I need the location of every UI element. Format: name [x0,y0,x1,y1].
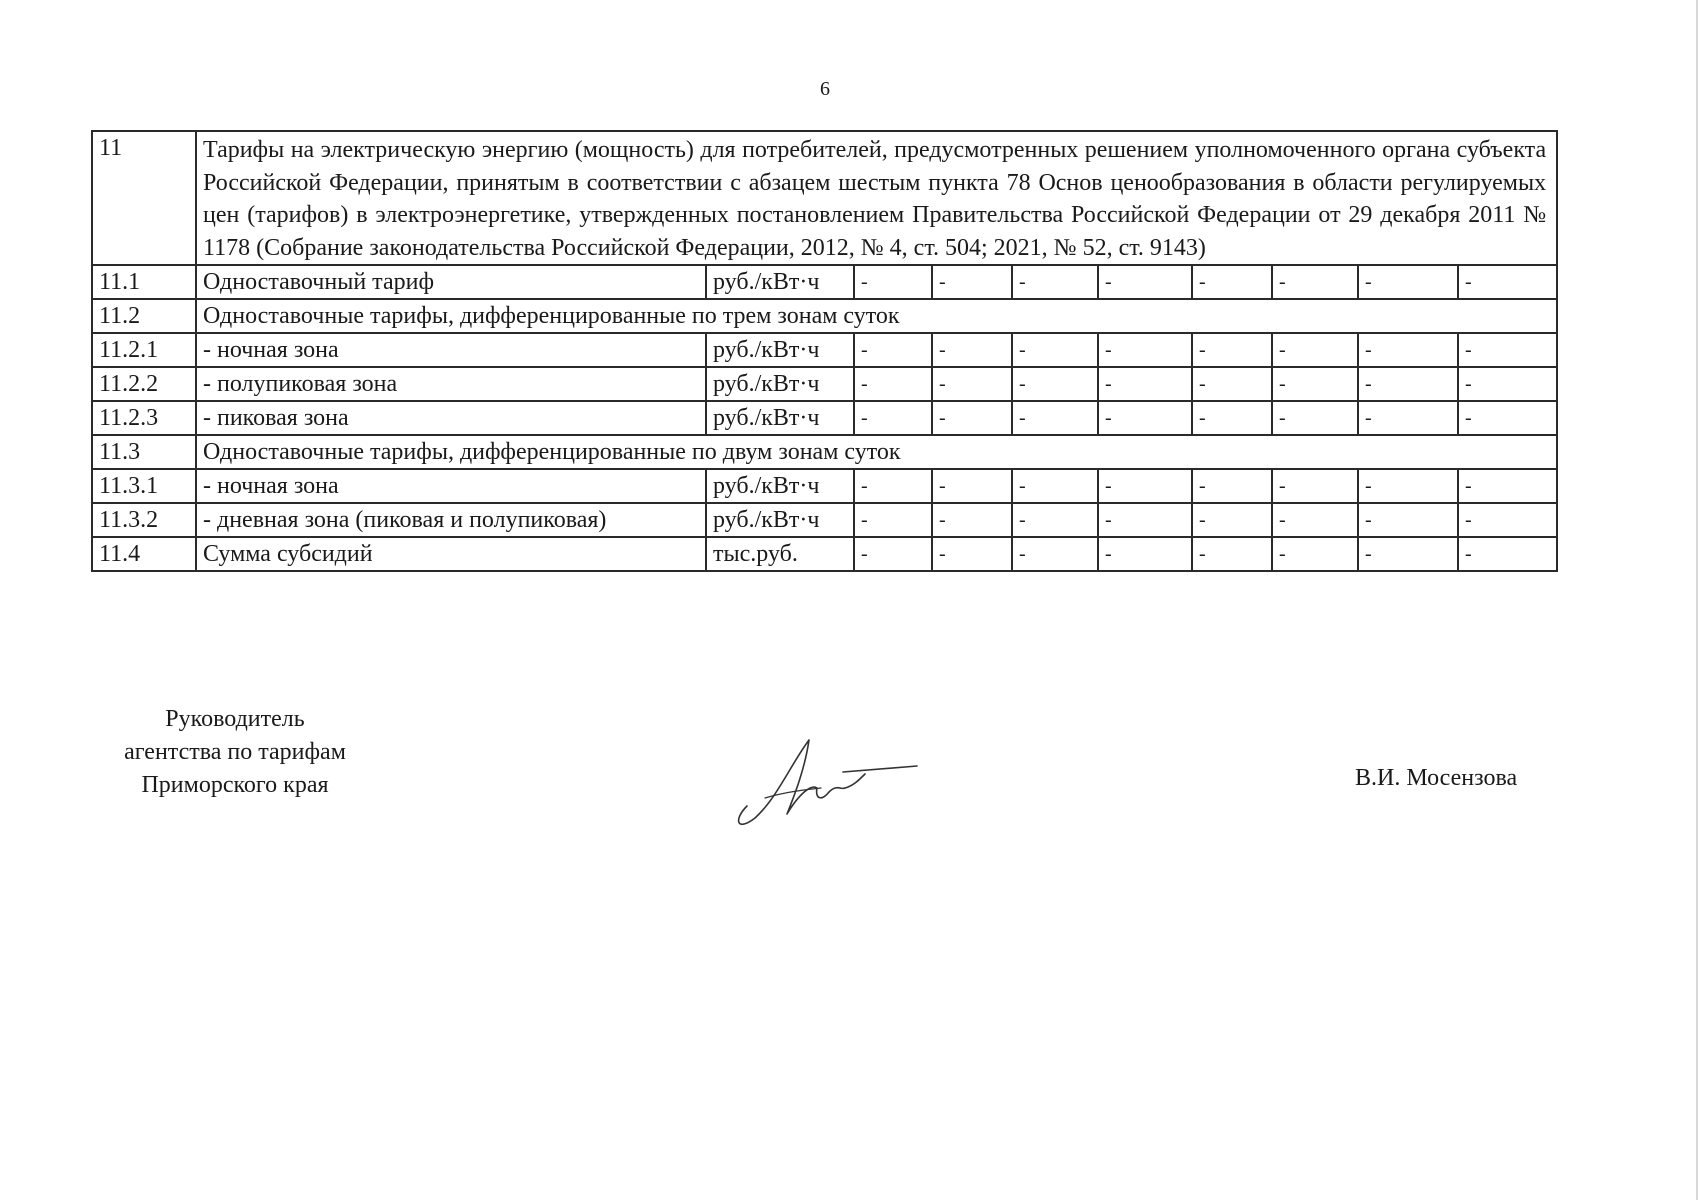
value-cell: - [1012,367,1098,401]
table-row [92,401,1557,435]
value-cell: - [1272,265,1358,299]
value-cell: - [932,503,1012,537]
value-cell: - [1098,333,1192,367]
value-cell: - [1192,367,1272,401]
row-code: 11.3.2 [92,503,196,537]
value-cell: - [1098,367,1192,401]
row-unit: руб./кВт·ч [706,333,854,367]
position-line: Руководитель [165,706,305,732]
handwritten-signature [725,728,925,838]
value-cell: - [1272,503,1358,537]
row-unit: руб./кВт·ч [706,367,854,401]
value-cell: - [854,367,932,401]
row-code: 11.2.2 [92,367,196,401]
value-cell: - [1272,469,1358,503]
value-cell: - [854,537,932,571]
row-code: 11.2 [92,299,196,333]
row-name: Одноставочные тарифы, дифференцированные по трем зонам суток [196,299,1557,333]
value-cell: - [1358,265,1458,299]
value-cell: - [1012,333,1098,367]
row-name: - ночная зона [196,469,706,503]
value-cell: - [1272,401,1358,435]
table-row [92,435,1557,469]
table-row [92,333,1557,367]
value-cell: - [1358,469,1458,503]
table-row [92,469,1557,503]
value-cell: - [1098,401,1192,435]
value-cell: - [1098,537,1192,571]
value-cell: - [1012,503,1098,537]
value-cell: - [1272,367,1358,401]
value-cell: - [932,265,1012,299]
value-cell: - [854,265,932,299]
value-cell: - [1192,469,1272,503]
value-cell: - [932,333,1012,367]
row-code: 11 [92,131,196,265]
value-cell: - [1458,265,1557,299]
row-code: 11.3 [92,435,196,469]
signature-position [95,703,375,802]
value-cell: - [854,401,932,435]
value-cell: - [1458,503,1557,537]
row-unit: руб./кВт·ч [706,401,854,435]
row-name: - полупиковая зона [196,367,706,401]
value-cell: - [1272,537,1358,571]
value-cell: - [1098,503,1192,537]
table-row [92,537,1557,571]
row-name: - ночная зона [196,333,706,367]
value-cell: - [1358,503,1458,537]
value-cell: - [1458,367,1557,401]
value-cell: - [932,367,1012,401]
value-cell: - [1192,537,1272,571]
row-code: 11.2.3 [92,401,196,435]
row-unit: руб./кВт·ч [706,265,854,299]
row-name: Одноставочные тарифы, дифференцированные по двум зонам суток [196,435,1557,469]
row-code: 11.3.1 [92,469,196,503]
row-name: - пиковая зона [196,401,706,435]
row-name: Одноставочный тариф [196,265,706,299]
table-header-row [92,131,1557,265]
table-row [92,299,1557,333]
value-cell: - [1192,265,1272,299]
value-cell: - [1192,503,1272,537]
value-cell: - [1458,537,1557,571]
signer-name: В.И. Мосензова [1355,765,1518,791]
value-cell: - [932,469,1012,503]
value-cell: - [1458,333,1557,367]
value-cell: - [1358,333,1458,367]
value-cell: - [1012,265,1098,299]
value-cell: - [1358,367,1458,401]
row-name: Сумма субсидий [196,537,706,571]
value-cell: - [1012,537,1098,571]
value-cell: - [1458,401,1557,435]
row-unit: тыс.руб. [706,537,854,571]
row-code: 11.2.1 [92,333,196,367]
value-cell: - [1192,333,1272,367]
table-row [92,503,1557,537]
value-cell: - [1358,401,1458,435]
value-cell: - [1098,469,1192,503]
value-cell: - [1012,469,1098,503]
value-cell: - [1358,537,1458,571]
position-line: агентства по тарифам [124,739,346,765]
value-cell: - [1458,469,1557,503]
value-cell: - [1098,265,1192,299]
value-cell: - [1272,333,1358,367]
page-number: 6 [820,78,830,100]
row-unit: руб./кВт·ч [706,503,854,537]
row-code: 11.1 [92,265,196,299]
value-cell: - [1012,401,1098,435]
tariff-table [91,130,1558,572]
row-description: Тарифы на электрическую энергию (мощность) для потребителей, предусмотренных решением уполномоченного органа субъекта Российской Федерации, принятым в соответствии с абзацем шестым пункта 78 Основ ценообразования в области регулируемых цен (тарифов) в электроэнергетике, утвержденных постановлением Правительства Российской Федерации от 29 декабря 2011 № 1178 (Собрание законодательства Российской Федерации, 2012, № 4, ст. 504; 2021, № 52, ст. 9143) [196,131,1557,265]
row-unit: руб./кВт·ч [706,469,854,503]
row-code: 11.4 [92,537,196,571]
row-name: - дневная зона (пиковая и полупиковая) [196,503,706,537]
table-row [92,367,1557,401]
value-cell: - [1192,401,1272,435]
value-cell: - [932,537,1012,571]
value-cell: - [854,333,932,367]
table-row [92,265,1557,299]
position-line: Приморского края [141,772,329,798]
value-cell: - [854,469,932,503]
value-cell: - [854,503,932,537]
value-cell: - [932,401,1012,435]
